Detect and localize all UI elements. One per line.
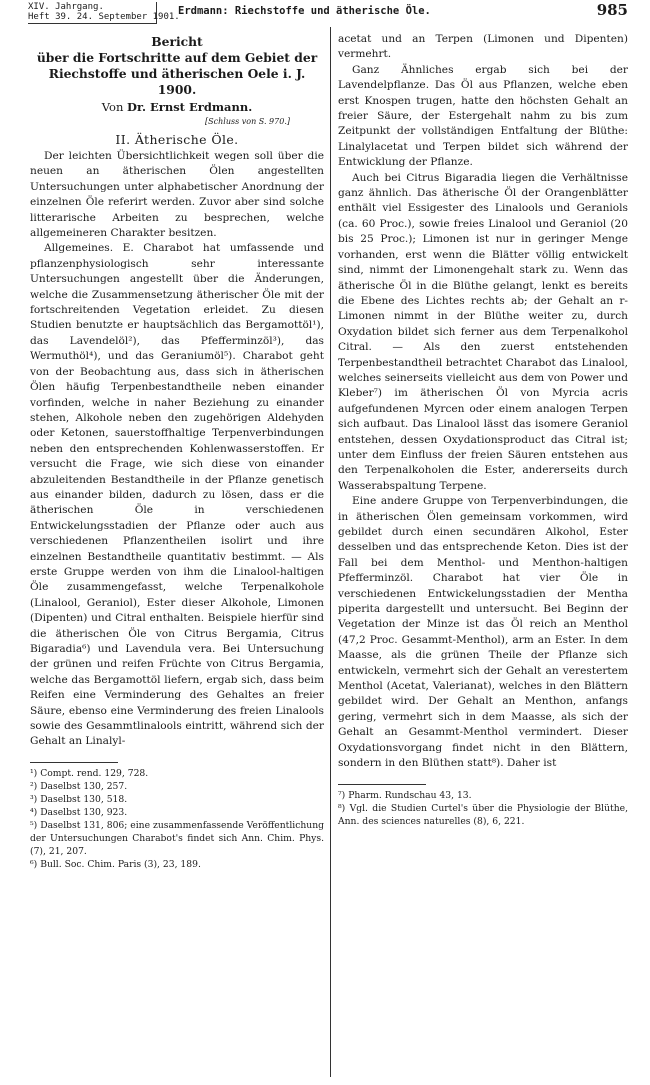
footnote: ¹) Compt. rend. 129, 728. bbox=[30, 767, 149, 779]
body-paragraph: Allgemeines. E. Charabot hat umfassende und pflanzenphysiologisch sehr interessante Untersuchungen angestellt über die Änderungen, welche die Zusammensetzung ätherischer Öle mit der fortschreitenden Vegetation erleidet. Zu diesen Studien benutzte er hauptsächlich das Bergamottöl¹), das Lavendelöl²), das Pfefferminzöl³), das Wermuthöl⁴), und das Geraniumöl⁵). Charabot geht von der Beobachtung aus, dass sich in ätherischen Ölen häufig Terpenbestandtheile neben einander vorfinden, welche in naher Beziehung zu einander stehen, Alkohole neben den zugehörigen Aldehyden oder Ketonen, sauerstoffhaltige Terpenverbindungen neben den entsprechenden Kohlenwasserstoffen. Er versucht die Frage, wie sich diese von einander abzuleitenden Bestandtheile in der Pflanze genetisch aus einander bilden, dadurch zu lösen, dass er die ätherischen Öle in verschiedenen Entwickelungsstadien der Pflanze oder auch aus verschiedenen Pflanzentheilen isolirt und ihre einzelnen Bestandtheile quantitativ bestimmt. — Als erste Gruppe werden von ihm die Linalool-haltigen Öle zusammengefasst, welche Terpenalkohole (Linalool, Geraniol), Ester dieser Alkohole, Limonen (Dipenten) und Citral enthalten. Beispiele hierfür sind die ätherischen Öle von Citrus Bergamia, Citrus Bigaradia⁶) und Lavendula vera. Bei Untersuchung der grünen und reifen Früchte von Citrus Bergamia, welche das Bergamottöl liefern, ergab sich, dass beim Reifen eine Verminderung des Gehaltes an freier Säure, ebenso eine Verminderung des freien Linalools sowie des Gesammtlinalools eintritt, während sich der Gehalt an Linalyl- bbox=[30, 242, 324, 748]
footnote: ⁵) Daselbst 131, 806; eine zusammenfassende Veröffentlichung der Untersuchungen Charabot's findet sich Ann. Chim. Phys. (7), 21, 207. bbox=[30, 819, 324, 857]
body-paragraph: Eine andere Gruppe von Terpenverbindungen, die in ätherischen Ölen gemeinsam vorkommen, wird gebildet durch einen secundären Alkohol, Ester desselben und das entsprechende Keton. Dies ist der Fall bei dem Menthol- und Menthon-haltigen Pfefferminzöl. Charabot hat vier Öle in verschiedenen Entwickelungsstadien der Mentha piperita dargestellt und untersucht. Bei Beginn der Vegetation der Minze ist das Öl reich an Menthol (47,2 Proc. Gesammt-Menthol), arm an Ester. In dem Maasse, als die grünen Theile der Pflanze sich entwickeln, vermehrt sich der Gehalt an verestertem Menthol (Acetat, Valerianat), welches in den Blättern gebildet wird. Der Gehalt an Menthon, anfangs gering, vermehrt sich in dem Maasse, als sich der Gehalt an Gesammt-Menthol vermindert. Dieser Oxydationsvorgang findet nicht in den Blättern, sondern in den Blüthen statt⁸). Daher ist bbox=[338, 495, 628, 770]
footnotes bbox=[30, 767, 324, 871]
right-column bbox=[338, 32, 628, 828]
footnote-rule bbox=[30, 762, 118, 763]
running-title: Erdmann: Riechstoffe und ätherische Öle. bbox=[178, 5, 431, 17]
footnote: ⁶) Bull. Soc. Chim. Paris (3), 23, 189. bbox=[30, 858, 201, 870]
footnote: ³) Daselbst 130, 518. bbox=[30, 793, 128, 805]
issue-info bbox=[28, 2, 180, 24]
title-line: Riechstoffe und ätherischen Oele i. J. 1900. bbox=[48, 66, 306, 97]
left-column bbox=[30, 32, 324, 871]
author-prefix: Von bbox=[101, 100, 128, 114]
section-heading: II. Ätherische Öle. bbox=[115, 132, 239, 147]
issue-label: Heft 39. 24. September 1901. bbox=[28, 12, 180, 22]
footnote: ²) Daselbst 130, 257. bbox=[30, 780, 128, 792]
volume-label: XIV. Jahrgang. bbox=[28, 2, 104, 12]
footnotes bbox=[338, 789, 628, 828]
footnote: ⁷) Pharm. Rundschau 43, 13. bbox=[338, 789, 472, 801]
body-paragraph: acetat und an Terpen (Limonen und Dipenten) vermehrt. bbox=[338, 33, 628, 61]
continuation-note: [Schluss von S. 970.] bbox=[205, 117, 290, 126]
footnote: ⁸) Vgl. die Studien Curtel's über die Physiologie der Blüthe, Ann. des sciences naturelles (8), 6, 221. bbox=[338, 802, 628, 827]
body-paragraph: Der leichten Übersichtlichkeit wegen soll über die neuen an ätherischen Ölen angestellten Untersuchungen unter alphabetischer Anordnung der einzelnen Öle referirt werden. Zuvor aber sind solche litterarische Arbeiten zu besprechen, welche allgemeineren Charakter besitzen. bbox=[30, 150, 324, 240]
page-number: 985 bbox=[596, 1, 628, 19]
page-header bbox=[0, 0, 650, 26]
body-paragraph: Ganz Ähnliches ergab sich bei der Lavendelpflanze. Das Öl aus Pflanzen, welche eben erst Knospen trugen, hatte den höchsten Gehalt an freier Säure, der Estergehalt nahm zu bis zum Zeitpunkt der vollständigen Entfaltung der Blüthe: Linalylacetat und Terpen bildet sich während der Entwicklung der Pflanze. bbox=[338, 63, 628, 169]
column-divider bbox=[330, 27, 331, 1077]
title-line: Bericht bbox=[151, 34, 203, 49]
author-line bbox=[30, 99, 324, 115]
title-line: über die Fortschritte auf dem Gebiet der bbox=[36, 50, 318, 65]
footnote: ⁴) Daselbst 130, 923. bbox=[30, 806, 128, 818]
article-title bbox=[30, 34, 324, 98]
body-paragraph: Auch bei Citrus Bigaradia liegen die Verhältnisse ganz ähnlich. Das ätherische Öl der Orangenblätter enthält viel Essigester des Linalools und Geraniols (ca. 60 Proc.), sowie freies Linalool und Geraniol (20 bis 25 Proc.); Limonen ist nur in geringer Menge vorhanden, erst wenn die Blätter völlig entwickelt sind, nimmt der Limonengehalt stark zu. Wenn das ätherische Öl in die Blüthe gelangt, lenkt es bereits die Ebene des Lichtes rechts ab; der Gehalt an r-Limonen nimmt in der Blüthe weiter zu, durch Oxydation bildet sich ferner aus dem Terpenalkohol Citral. — Als den zuerst entstehenden Terpenbestandtheil betrachtet Charabot das Linalool, welches seinerseits vielleicht aus dem von Power und Kleber⁷) im ätherischen Öl von Myrcia acris aufgefundenen Myrcen oder einem analogen Terpen sich aufbaut. Das Linalool lässt das isomere Geraniol entstehen, dessen Oxydationsproduct das Citral ist; unter dem Einfluss der freien Säuren entstehen aus den Terpenalkoholen die Ester, andererseits durch Wasserabspaltung Terpene. bbox=[338, 171, 628, 492]
author-name: Dr. Ernst Erdmann. bbox=[127, 100, 253, 114]
footnote-rule bbox=[338, 784, 426, 785]
